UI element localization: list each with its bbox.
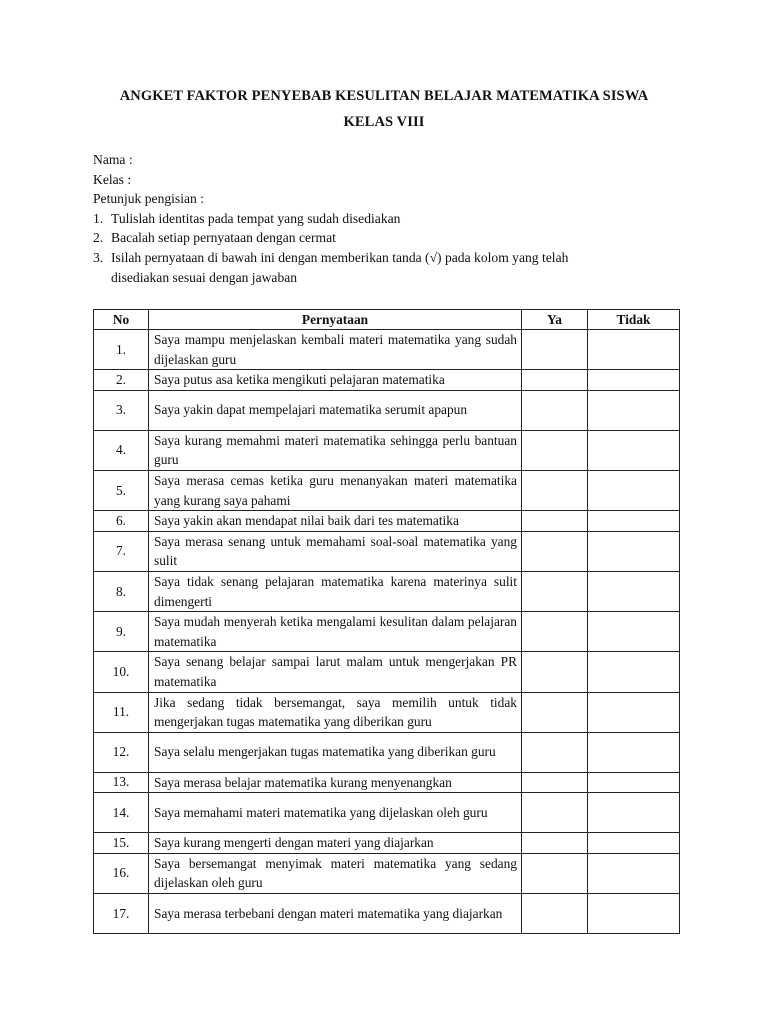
row-statement: Saya merasa terbebani dengan materi matematika yang diajarkan [149, 894, 522, 934]
row-statement: Saya bersemangat menyimak materi matematika yang sedang dijelaskan oleh guru [149, 853, 522, 893]
header-no: Tidak [588, 310, 680, 330]
instruction-number: 3. [93, 249, 104, 265]
row-statement: Saya kurang mengerti dengan materi yang diajarkan [149, 833, 522, 854]
answer-no-cell[interactable] [588, 612, 680, 652]
instruction-number: 2. [93, 230, 104, 246]
row-statement: Saya yakin akan mendapat nilai baik dari tes matematika [149, 511, 522, 532]
answer-no-cell[interactable] [588, 531, 680, 571]
instruction-number: 1. [93, 210, 104, 226]
header-number: No [94, 310, 149, 330]
table-row [94, 772, 680, 793]
row-statement: Saya mampu menjelaskan kembali materi matematika yang sudah dijelaskan guru [149, 330, 522, 370]
instruction-text: Isilah pernyataan di bawah ini dengan memberikan tanda (√) pada kolom yang telah [111, 249, 569, 265]
row-number: 5. [94, 470, 149, 510]
answer-no-cell[interactable] [588, 390, 680, 430]
instruction-item [93, 228, 693, 248]
instruction-text: Tulislah identitas pada tempat yang sudah disediakan [111, 210, 401, 226]
answer-no-cell[interactable] [588, 853, 680, 893]
row-number: 1. [94, 330, 149, 370]
row-number: 10. [94, 652, 149, 692]
answer-no-cell[interactable] [588, 772, 680, 793]
answer-yes-cell[interactable] [522, 470, 588, 510]
row-statement: Saya yakin dapat mempelajari matematika serumit apapun [149, 390, 522, 430]
answer-yes-cell[interactable] [522, 571, 588, 611]
table-row [94, 531, 680, 571]
answer-no-cell[interactable] [588, 692, 680, 732]
row-statement: Jika sedang tidak bersemangat, saya memilih untuk tidak mengerjakan tugas matematika yang diberikan guru [149, 692, 522, 732]
table-row [94, 853, 680, 893]
row-number: 15. [94, 833, 149, 854]
instruction-text-continued: disediakan sesuai dengan jawaban [111, 269, 298, 285]
row-number: 2. [94, 370, 149, 391]
row-number: 3. [94, 390, 149, 430]
answer-no-cell[interactable] [588, 470, 680, 510]
row-number: 17. [94, 894, 149, 934]
answer-yes-cell[interactable] [522, 833, 588, 854]
instructions-heading: Petunjuk pengisian : [93, 191, 205, 207]
table-row [94, 793, 680, 833]
table-row [94, 652, 680, 692]
row-number: 7. [94, 531, 149, 571]
answer-no-cell[interactable] [588, 793, 680, 833]
table-row [94, 370, 680, 391]
document-title: ANGKET FAKTOR PENYEBAB KESULITAN BELAJAR MATEMATIKA SISWA [119, 88, 649, 104]
table-row [94, 390, 680, 430]
answer-yes-cell[interactable] [522, 612, 588, 652]
row-number: 14. [94, 793, 149, 833]
answer-yes-cell[interactable] [522, 511, 588, 532]
answer-yes-cell[interactable] [522, 330, 588, 370]
table-row [94, 330, 680, 370]
answer-no-cell[interactable] [588, 430, 680, 470]
row-statement: Saya senang belajar sampai larut malam untuk mengerjakan PR matematika [149, 652, 522, 692]
name-field-label: Nama : [93, 152, 133, 167]
instruction-item [93, 209, 693, 229]
document-subtitle: KELAS VIII [343, 114, 425, 130]
header-statement: Pernyataan [149, 310, 522, 330]
answer-yes-cell[interactable] [522, 370, 588, 391]
table-row [94, 470, 680, 510]
table-row [94, 430, 680, 470]
row-statement: Saya mudah menyerah ketika mengalami kesulitan dalam pelajaran matematika [149, 612, 522, 652]
answer-yes-cell[interactable] [522, 772, 588, 793]
row-statement: Saya putus asa ketika mengikuti pelajaran matematika [149, 370, 522, 391]
row-statement: Saya merasa cemas ketika guru menanyakan materi matematika yang kurang saya pahami [149, 470, 522, 510]
table-row [94, 833, 680, 854]
table-header-row [94, 310, 680, 330]
answer-no-cell[interactable] [588, 894, 680, 934]
answer-no-cell[interactable] [588, 732, 680, 772]
table-row [94, 511, 680, 532]
row-number: 13. [94, 772, 149, 793]
row-number: 8. [94, 571, 149, 611]
answer-no-cell[interactable] [588, 571, 680, 611]
table-row [94, 571, 680, 611]
instruction-text: Bacalah setiap pernyataan dengan cermat [111, 230, 336, 246]
instruction-item [93, 248, 693, 268]
answer-no-cell[interactable] [588, 652, 680, 692]
row-number: 6. [94, 511, 149, 532]
answer-yes-cell[interactable] [522, 692, 588, 732]
answer-yes-cell[interactable] [522, 390, 588, 430]
answer-no-cell[interactable] [588, 511, 680, 532]
row-number: 4. [94, 430, 149, 470]
table-row [94, 732, 680, 772]
answer-yes-cell[interactable] [522, 531, 588, 571]
row-number: 16. [94, 853, 149, 893]
answer-no-cell[interactable] [588, 370, 680, 391]
row-statement: Saya merasa belajar matematika kurang menyenangkan [149, 772, 522, 793]
answer-yes-cell[interactable] [522, 793, 588, 833]
questionnaire-table [93, 309, 680, 934]
answer-yes-cell[interactable] [522, 430, 588, 470]
table-row [94, 692, 680, 732]
answer-no-cell[interactable] [588, 330, 680, 370]
row-statement: Saya selalu mengerjakan tugas matematika yang diberikan guru [149, 732, 522, 772]
class-field-label: Kelas : [93, 171, 132, 187]
row-statement: Saya merasa senang untuk memahami soal-soal matematika yang sulit [149, 531, 522, 571]
table-row [94, 894, 680, 934]
row-statement: Saya memahami materi matematika yang dijelaskan oleh guru [149, 793, 522, 833]
answer-yes-cell[interactable] [522, 853, 588, 893]
row-statement: Saya tidak senang pelajaran matematika karena materinya sulit dimengerti [149, 571, 522, 611]
answer-yes-cell[interactable] [522, 732, 588, 772]
table-row [94, 612, 680, 652]
row-number: 9. [94, 612, 149, 652]
answer-yes-cell[interactable] [522, 652, 588, 692]
header-yes: Ya [522, 310, 588, 330]
identity-and-instructions [93, 150, 693, 287]
table-body [94, 330, 680, 934]
row-number: 11. [94, 692, 149, 732]
answer-yes-cell[interactable] [522, 894, 588, 934]
row-number: 12. [94, 732, 149, 772]
row-statement: Saya kurang memahmi materi matematika sehingga perlu bantuan guru [149, 430, 522, 470]
answer-no-cell[interactable] [588, 833, 680, 854]
